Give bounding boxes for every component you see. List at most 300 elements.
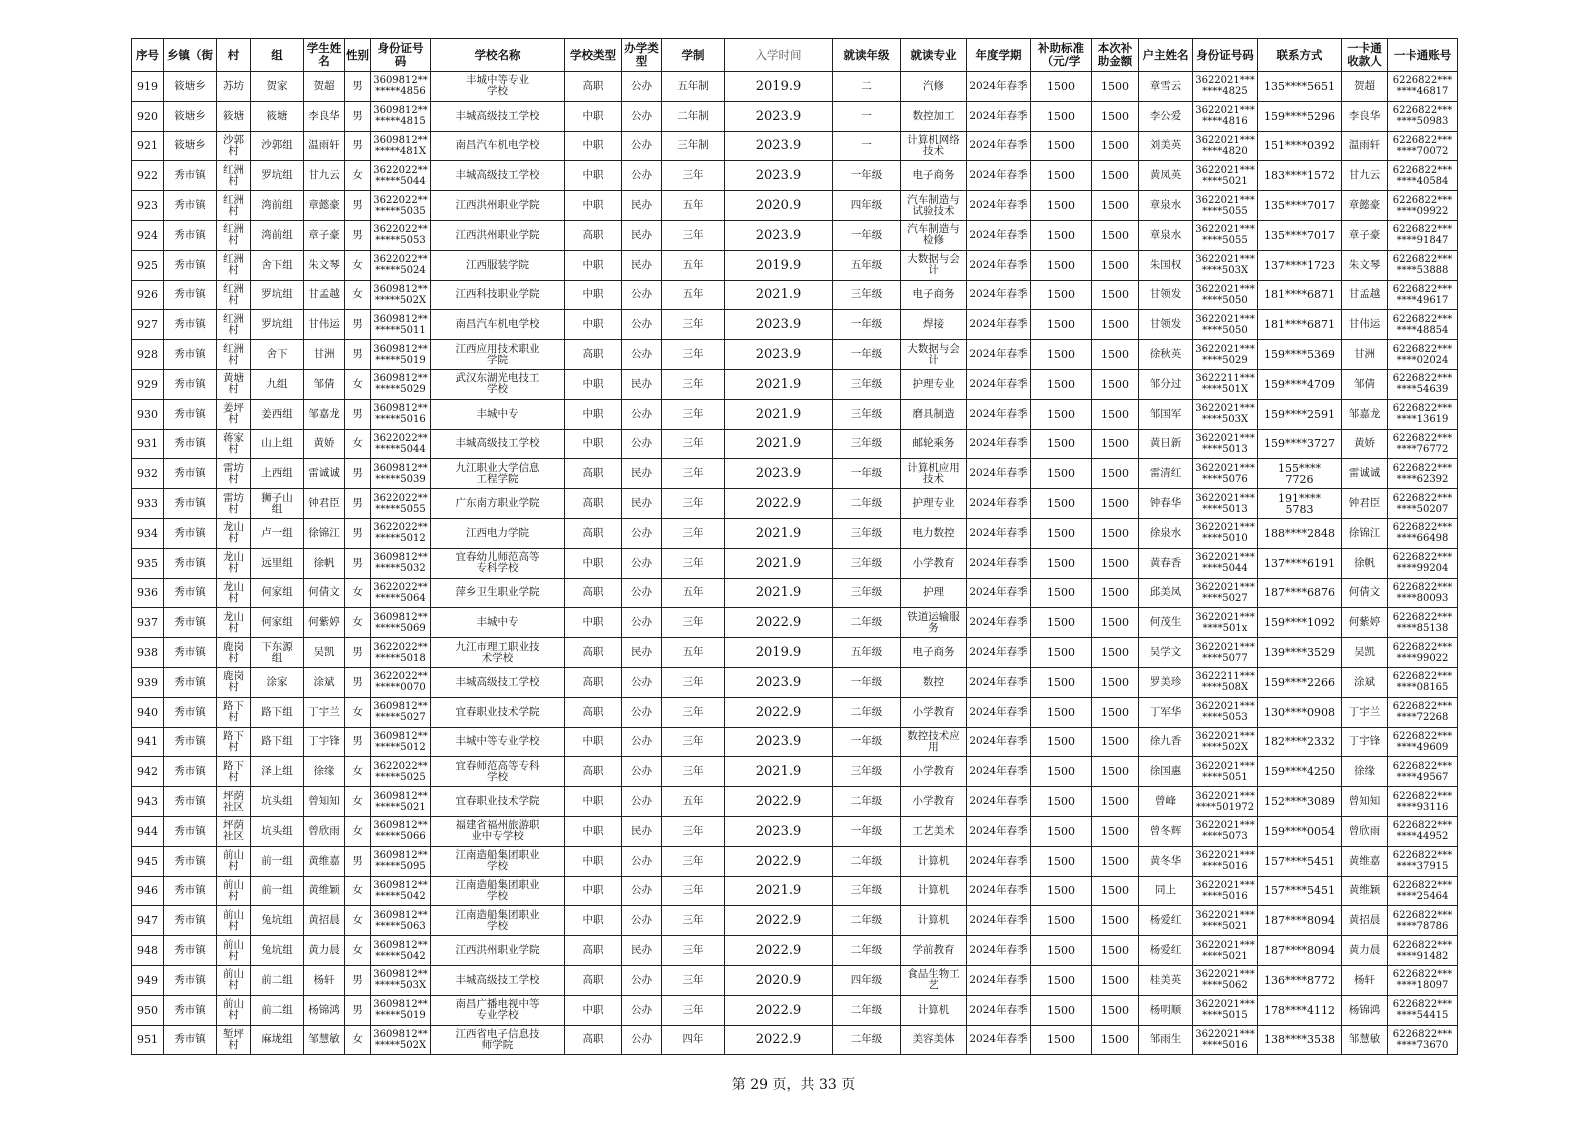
table-row	[132, 340, 1458, 370]
table-cell: 章雪云	[1139, 72, 1193, 102]
table-cell: 3622021*** ****5027	[1193, 578, 1258, 608]
table-cell: 公办	[622, 787, 662, 817]
table-cell: 中职	[565, 310, 622, 340]
table-cell: 932	[132, 459, 164, 489]
table-cell: 2024年春季	[967, 727, 1031, 757]
table-cell: 2021.9	[725, 369, 833, 399]
table-cell: 三年	[662, 816, 725, 846]
table-cell: 徐秋英	[1139, 340, 1193, 370]
table-cell: 中职	[565, 816, 622, 846]
table-cell: 950	[132, 995, 164, 1025]
table-cell: 中职	[565, 787, 622, 817]
table-cell: 2024年春季	[967, 250, 1031, 280]
table-cell: 1500	[1031, 161, 1092, 191]
table-cell: 3622021*** ****4820	[1193, 131, 1258, 161]
table-cell: 2024年春季	[967, 578, 1031, 608]
table-cell: 坪荫 社区	[217, 787, 251, 817]
table-cell: 黄维颖	[1342, 876, 1388, 906]
table-cell: 路下 村	[217, 727, 251, 757]
table-cell: 1500	[1031, 936, 1092, 966]
table-cell: 1500	[1092, 280, 1139, 310]
table-cell: 红洲 村	[217, 161, 251, 191]
table-cell: 秀市镇	[164, 667, 217, 697]
table-row	[132, 697, 1458, 727]
table-cell: 黄日新	[1139, 429, 1193, 459]
table-cell: 江南造船集团职业 学校	[431, 846, 565, 876]
table-cell: 高职	[565, 578, 622, 608]
table-cell: 933	[132, 489, 164, 519]
table-cell: 1500	[1092, 936, 1139, 966]
table-row	[132, 906, 1458, 936]
table-cell: 187****6876	[1258, 578, 1342, 608]
table-cell: 男	[345, 310, 371, 340]
table-cell: 一	[833, 101, 901, 131]
header-cell: 学制	[662, 39, 725, 72]
table-cell: 6226822*** ****93116	[1388, 787, 1458, 817]
table-cell: 159****3727	[1258, 429, 1342, 459]
table-cell: 3622021*** ****503X	[1193, 250, 1258, 280]
table-cell: 178****4112	[1258, 995, 1342, 1025]
table-row	[132, 816, 1458, 846]
table-cell: 1500	[1092, 995, 1139, 1025]
table-cell: 3622021*** ****5021	[1193, 936, 1258, 966]
table-cell: 丰城中等专业学校	[431, 727, 565, 757]
table-cell: 三年级	[833, 399, 901, 429]
table-cell: 公办	[622, 578, 662, 608]
table-cell: 934	[132, 518, 164, 548]
table-cell: 江西电力学院	[431, 518, 565, 548]
table-cell: 鹿岗 村	[217, 667, 251, 697]
table-cell: 6226822*** ****85138	[1388, 608, 1458, 638]
table-row	[132, 548, 1458, 578]
table-cell: 贺超	[304, 72, 345, 102]
table-cell: 筱塘乡	[164, 131, 217, 161]
table-cell: 贺超	[1342, 72, 1388, 102]
table-cell: 曾峰	[1139, 787, 1193, 817]
table-cell: 路下 村	[217, 757, 251, 787]
table-cell: 秀市镇	[164, 518, 217, 548]
table-cell: 中职	[565, 101, 622, 131]
table-cell: 杨锦鸿	[304, 995, 345, 1025]
table-cell: 护理	[901, 578, 967, 608]
table-cell: 3622021*** ****5076	[1193, 459, 1258, 489]
table-cell: 丁宇兰	[304, 697, 345, 727]
table-cell: 刘美英	[1139, 131, 1193, 161]
table-cell: 2024年春季	[967, 220, 1031, 250]
table-cell: 焊接	[901, 310, 967, 340]
table-cell: 1500	[1092, 310, 1139, 340]
table-cell: 1500	[1092, 638, 1139, 668]
table-cell: 四年级	[833, 191, 901, 221]
table-cell: 2021.9	[725, 280, 833, 310]
table-cell: 3609812** *****502X	[371, 280, 431, 310]
table-cell: 小学教育	[901, 787, 967, 817]
table-cell: 黄维颖	[304, 876, 345, 906]
table-cell: 秀市镇	[164, 995, 217, 1025]
table-cell: 三年	[662, 369, 725, 399]
table-cell: 秀市镇	[164, 936, 217, 966]
table-row	[132, 369, 1458, 399]
table-cell: 2024年春季	[967, 548, 1031, 578]
table-cell: 6226822*** ****99204	[1388, 548, 1458, 578]
table-cell: 红洲 村	[217, 340, 251, 370]
table-cell: 3609812** *****503X	[371, 965, 431, 995]
table-cell: 159****0054	[1258, 816, 1342, 846]
table-cell: 3622211*** ****508X	[1193, 667, 1258, 697]
table-cell: 中职	[565, 608, 622, 638]
table-cell: 女	[345, 876, 371, 906]
table-cell: 6226822*** ****49567	[1388, 757, 1458, 787]
table-cell: 九组	[251, 369, 304, 399]
table-cell: 1500	[1092, 727, 1139, 757]
table-cell: 三年	[662, 429, 725, 459]
table-cell: 公办	[622, 876, 662, 906]
table-cell: 三年	[662, 161, 725, 191]
table-cell: 3622021*** ****5051	[1193, 757, 1258, 787]
table-cell: 罗坑组	[251, 280, 304, 310]
table-cell: 前二组	[251, 965, 304, 995]
table-cell: 3622021*** ****5044	[1193, 548, 1258, 578]
table-cell: 男	[345, 489, 371, 519]
table-cell: 152****3089	[1258, 787, 1342, 817]
table-cell: 男	[345, 548, 371, 578]
table-cell: 3609812** *****5042	[371, 936, 431, 966]
table-cell: 2021.9	[725, 399, 833, 429]
table-cell: 黄招晨	[1342, 906, 1388, 936]
table-cell: 数控技术应 用	[901, 727, 967, 757]
table-cell: 中职	[565, 161, 622, 191]
table-row	[132, 936, 1458, 966]
table-cell: 何家组	[251, 608, 304, 638]
table-cell: 杨轩	[1342, 965, 1388, 995]
table-cell: 2024年春季	[967, 340, 1031, 370]
table-cell: 沙郭组	[251, 131, 304, 161]
table-cell: 中职	[565, 429, 622, 459]
table-cell: 女	[345, 161, 371, 191]
table-cell: 五年	[662, 280, 725, 310]
table-cell: 2023.9	[725, 816, 833, 846]
table-cell: 计算机	[901, 846, 967, 876]
table-cell: 丁宇锋	[1342, 727, 1388, 757]
table-cell: 九江市理工职业技 术学校	[431, 638, 565, 668]
table-cell: 2024年春季	[967, 995, 1031, 1025]
table-cell: 1500	[1031, 727, 1092, 757]
table-cell: 秀市镇	[164, 965, 217, 995]
table-cell: 民办	[622, 220, 662, 250]
header-cell: 序号	[132, 39, 164, 72]
header-cell: 一卡通账号	[1388, 39, 1458, 72]
table-cell: 朱文琴	[304, 250, 345, 280]
table-cell: 护理专业	[901, 489, 967, 519]
table-cell: 民办	[622, 489, 662, 519]
table-cell: 6226822*** ****91482	[1388, 936, 1458, 966]
table-cell: 章懿豪	[1342, 191, 1388, 221]
table-cell: 高职	[565, 757, 622, 787]
table-cell: 3609812** *****5027	[371, 697, 431, 727]
table-cell: 筱塘	[217, 101, 251, 131]
table-cell: 2023.9	[725, 459, 833, 489]
table-cell: 男	[345, 459, 371, 489]
table-cell: 男	[345, 399, 371, 429]
table-row	[132, 727, 1458, 757]
table-cell: 3622021*** ****5073	[1193, 816, 1258, 846]
table-cell: 邹倩	[304, 369, 345, 399]
table-cell: 铁道运输服 务	[901, 608, 967, 638]
table-cell: 女	[345, 578, 371, 608]
table-cell: 3609812** *****5042	[371, 876, 431, 906]
table-cell: 江西洪州职业学院	[431, 220, 565, 250]
table-cell: 丁宇锋	[304, 727, 345, 757]
table-cell: 3609812** *****5019	[371, 995, 431, 1025]
table-cell: 甘领发	[1139, 310, 1193, 340]
table-cell: 2024年春季	[967, 965, 1031, 995]
table-cell: 181****6871	[1258, 280, 1342, 310]
table-cell: 1500	[1092, 667, 1139, 697]
table-cell: 徐缘	[1342, 757, 1388, 787]
table-cell: 1500	[1092, 250, 1139, 280]
table-cell: 狮子山 组	[251, 489, 304, 519]
table-row	[132, 965, 1458, 995]
table-cell: 杨爱红	[1139, 936, 1193, 966]
table-cell: 3622021*** ****5021	[1193, 906, 1258, 936]
table-cell: 甘领发	[1139, 280, 1193, 310]
table-cell: 3622021*** ****5062	[1193, 965, 1258, 995]
table-cell: 男	[345, 667, 371, 697]
table-cell: 1500	[1092, 220, 1139, 250]
table-cell: 944	[132, 816, 164, 846]
table-cell: 计算机应用 技术	[901, 459, 967, 489]
table-cell: 女	[345, 906, 371, 936]
table-cell: 2024年春季	[967, 667, 1031, 697]
table-row	[132, 220, 1458, 250]
header-cell: 办学类型	[622, 39, 662, 72]
table-cell: 6226822*** ****66498	[1388, 518, 1458, 548]
table-cell: 1500	[1092, 369, 1139, 399]
header-cell: 学校名称	[431, 39, 565, 72]
table-cell: 前山 村	[217, 995, 251, 1025]
table-cell: 丁军华	[1139, 697, 1193, 727]
table-cell: 雷诚诚	[1342, 459, 1388, 489]
table-cell: 1500	[1092, 101, 1139, 131]
table-cell: 路下组	[251, 697, 304, 727]
table-cell: 919	[132, 72, 164, 102]
table-cell: 甘孟越	[304, 280, 345, 310]
table-cell: 2024年春季	[967, 787, 1031, 817]
table-cell: 三年	[662, 548, 725, 578]
table-cell: 2022.9	[725, 936, 833, 966]
table-row	[132, 250, 1458, 280]
table-cell: 1500	[1031, 757, 1092, 787]
table-cell: 五年制	[662, 72, 725, 102]
table-cell: 1500	[1092, 965, 1139, 995]
table-cell: 数控	[901, 667, 967, 697]
table-cell: 黄力晨	[1342, 936, 1388, 966]
table-cell: 甘九云	[304, 161, 345, 191]
table-cell: 何茂生	[1139, 608, 1193, 638]
table-cell: 3622021*** ****5055	[1193, 220, 1258, 250]
table-cell: 3622022** *****5035	[371, 191, 431, 221]
table-row	[132, 131, 1458, 161]
header-cell: 村	[217, 39, 251, 72]
table-cell: 民办	[622, 936, 662, 966]
table-cell: 3622021*** ****5055	[1193, 191, 1258, 221]
table-cell: 女	[345, 787, 371, 817]
table-cell: 江南造船集团职业 学校	[431, 906, 565, 936]
table-cell: 秀市镇	[164, 697, 217, 727]
table-cell: 138****3538	[1258, 1025, 1342, 1055]
table-cell: 一	[833, 131, 901, 161]
table-cell: 3622022** *****0070	[371, 667, 431, 697]
table-row	[132, 757, 1458, 787]
table-row	[132, 787, 1458, 817]
table-cell: 丰城中专	[431, 399, 565, 429]
table-row	[132, 101, 1458, 131]
table-cell: 磨具制造	[901, 399, 967, 429]
table-cell: 137****6191	[1258, 548, 1342, 578]
table-cell: 黄娇	[304, 429, 345, 459]
table-cell: 二年级	[833, 608, 901, 638]
table-cell: 公办	[622, 101, 662, 131]
table-cell: 948	[132, 936, 164, 966]
table-cell: 1500	[1031, 429, 1092, 459]
table-cell: 甘洲	[304, 340, 345, 370]
table-cell: 黄春香	[1139, 548, 1193, 578]
table-cell: 甘伟运	[1342, 310, 1388, 340]
table-cell: 157****5451	[1258, 846, 1342, 876]
table-cell: 电力数控	[901, 518, 967, 548]
table-row	[132, 846, 1458, 876]
table-cell: 三年	[662, 518, 725, 548]
header-cell: 就读年级	[833, 39, 901, 72]
table-cell: 2020.9	[725, 965, 833, 995]
table-cell: 6226822*** ****49609	[1388, 727, 1458, 757]
table-cell: 159****5296	[1258, 101, 1342, 131]
table-cell: 2024年春季	[967, 757, 1031, 787]
table-cell: 高职	[565, 489, 622, 519]
table-cell: 徐锦江	[304, 518, 345, 548]
table-cell: 3609812** *****5019	[371, 340, 431, 370]
table-cell: 1500	[1031, 846, 1092, 876]
table-cell: 2024年春季	[967, 518, 1031, 548]
table-cell: 三年级	[833, 876, 901, 906]
table-cell: 二年级	[833, 995, 901, 1025]
table-cell: 秀市镇	[164, 757, 217, 787]
table-cell: 兔坑组	[251, 936, 304, 966]
table-cell: 136****8772	[1258, 965, 1342, 995]
table-row	[132, 1025, 1458, 1055]
table-cell: 6226822*** ****49617	[1388, 280, 1458, 310]
table-cell: 麻垅组	[251, 1025, 304, 1055]
table-cell: 五年	[662, 787, 725, 817]
table-cell: 筱塘乡	[164, 72, 217, 102]
table-cell: 2023.9	[725, 310, 833, 340]
table-cell: 杨锦鸿	[1342, 995, 1388, 1025]
table-cell: 3622021*** ****502X	[1193, 727, 1258, 757]
table-cell: 3622022** *****5044	[371, 161, 431, 191]
table-cell: 949	[132, 965, 164, 995]
table-cell: 温雨轩	[304, 131, 345, 161]
table-cell: 6226822*** ****09922	[1388, 191, 1458, 221]
table-cell: 秀市镇	[164, 191, 217, 221]
table-cell: 3622021*** ****4816	[1193, 101, 1258, 131]
table-cell: 蒋家 村	[217, 429, 251, 459]
table-cell: 928	[132, 340, 164, 370]
table-cell: 前山 村	[217, 846, 251, 876]
table-cell: 6226822*** ****99022	[1388, 638, 1458, 668]
table-cell: 3622211*** ****501X	[1193, 369, 1258, 399]
table-cell: 187****8094	[1258, 906, 1342, 936]
table-cell: 6226822*** ****48854	[1388, 310, 1458, 340]
table-cell: 中职	[565, 727, 622, 757]
table-cell: 三年	[662, 220, 725, 250]
table-cell: 女	[345, 936, 371, 966]
table-cell: 2024年春季	[967, 429, 1031, 459]
table-cell: 汽车制造与 检修	[901, 220, 967, 250]
table-cell: 秀市镇	[164, 459, 217, 489]
table-cell: 6226822*** ****44952	[1388, 816, 1458, 846]
table-cell: 943	[132, 787, 164, 817]
table-cell: 丰城中等专业 学校	[431, 72, 565, 102]
table-cell: 鹿岗 村	[217, 638, 251, 668]
table-cell: 187****8094	[1258, 936, 1342, 966]
table-cell: 181****6871	[1258, 310, 1342, 340]
table-cell: 二年级	[833, 787, 901, 817]
table-cell: 中职	[565, 399, 622, 429]
table-cell: 6226822*** ****54639	[1388, 369, 1458, 399]
table-cell: 二	[833, 72, 901, 102]
header-cell: 身份证号码	[1193, 39, 1258, 72]
table-cell: 1500	[1031, 489, 1092, 519]
table-cell: 926	[132, 280, 164, 310]
table-cell: 1500	[1092, 340, 1139, 370]
table-cell: 路下组	[251, 727, 304, 757]
table-cell: 946	[132, 876, 164, 906]
table-cell: 女	[345, 816, 371, 846]
table-cell: 曾欣雨	[1342, 816, 1388, 846]
table-cell: 美容美体	[901, 1025, 967, 1055]
table-cell: 大数据与会 计	[901, 340, 967, 370]
table-cell: 学前教育	[901, 936, 967, 966]
table-cell: 940	[132, 697, 164, 727]
table-cell: 159****4709	[1258, 369, 1342, 399]
table-cell: 1500	[1031, 667, 1092, 697]
table-cell: 公办	[622, 608, 662, 638]
table-cell: 章泉水	[1139, 220, 1193, 250]
table-cell: 一年级	[833, 340, 901, 370]
table-cell: 1500	[1031, 816, 1092, 846]
table-cell: 五年级	[833, 250, 901, 280]
table-cell: 公办	[622, 131, 662, 161]
table-cell: 159****1092	[1258, 608, 1342, 638]
table-cell: 130****0908	[1258, 697, 1342, 727]
table-cell: 1500	[1092, 757, 1139, 787]
table-cell: 温雨轩	[1342, 131, 1388, 161]
table-cell: 曾知知	[1342, 787, 1388, 817]
table-cell: 1500	[1031, 995, 1092, 1025]
subsidy-table	[131, 38, 1458, 1055]
table-cell: 2021.9	[725, 757, 833, 787]
table-cell: 2022.9	[725, 995, 833, 1025]
table-cell: 2024年春季	[967, 131, 1031, 161]
table-cell: 黄塘 村	[217, 369, 251, 399]
table-cell: 三年	[662, 340, 725, 370]
table-cell: 筱塘	[251, 101, 304, 131]
table-cell: 2023.9	[725, 340, 833, 370]
table-cell: 三年	[662, 489, 725, 519]
table-cell: 前山 村	[217, 906, 251, 936]
table-cell: 男	[345, 727, 371, 757]
table-cell: 前山 村	[217, 965, 251, 995]
